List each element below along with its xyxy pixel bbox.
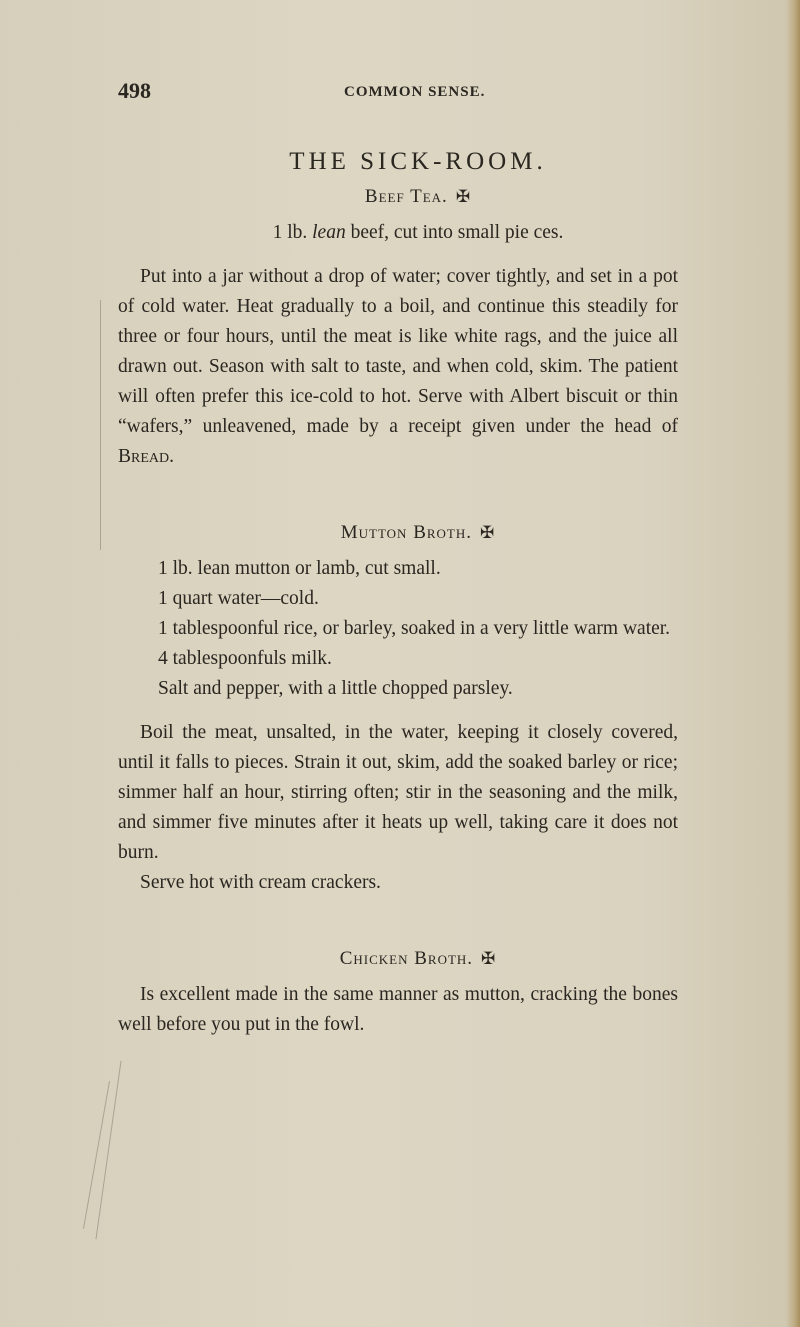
- chapter-title: THE SICK-ROOM.: [289, 148, 547, 175]
- ingredient-line: 4 tablespoonfuls milk.: [158, 648, 332, 669]
- ingredient-suffix: beef, cut into small pie ces.: [345, 222, 564, 243]
- running-head: [118, 68, 678, 108]
- ingredient-line: [158, 218, 678, 248]
- cross-icon: ✠: [480, 523, 496, 542]
- recipe-title-mutton-broth: [158, 522, 678, 544]
- running-title: COMMON SENSE.: [344, 84, 486, 100]
- ingredient-line: Salt and pepper, with a little chopped parsley.: [158, 678, 513, 699]
- ingredient-line: 1 lb. lean mutton or lamb, cut small.: [158, 558, 441, 579]
- page-edge-shadow: [786, 0, 800, 1327]
- paragraph-end: .: [169, 446, 174, 467]
- ingredient-prefix: 1 lb.: [272, 222, 313, 243]
- recipe-title-chicken-broth: [158, 948, 678, 970]
- recipe-title-text: Beef Tea.: [364, 186, 448, 207]
- ingredient-italic: lean: [312, 222, 346, 243]
- paragraph-text: Put into a jar without a drop of water; cover tightly, and set in a pot of cold water. Heat gradually to a boil, and continue this steadily for three or four hours, until the meat is like white rags, and the juice all drawn out. Season with salt to taste, and when cold, skim. The patient will often prefer this ice-cold to hot. Serve with Albert biscuit or thin “wafers,” unleavened, made by a receipt given under the head of: [118, 266, 678, 437]
- recipe-title-beef-tea: [158, 186, 678, 208]
- recipe-title-text: Mutton Broth.: [340, 522, 473, 543]
- cross-icon: ✠: [455, 187, 472, 206]
- page-content: [118, 68, 678, 1040]
- pencil-margin-mark: [100, 300, 101, 550]
- page-number: 498: [118, 78, 151, 103]
- cross-icon: ✠: [481, 949, 497, 968]
- recipe-paragraph: Is excellent made in the same manner as mutton, cracking the bones well before you put in the fowl.: [118, 984, 678, 1035]
- ingredient-line: 1 quart water—cold.: [158, 588, 319, 609]
- recipe-paragraph: Boil the meat, unsalted, in the water, keeping it closely covered, until it falls to pieces. Strain it out, skim, add the soaked barley or rice; simmer half an hour, stirring often; stir in the seasoning and the milk, and simmer five minutes after it heats up well, taking care it does not burn.: [118, 722, 678, 863]
- pencil-margin-mark: [83, 1081, 110, 1229]
- cross-reference: Bread: [118, 446, 170, 467]
- serving-note: Serve hot with cream crackers.: [140, 872, 381, 893]
- recipe-paragraph: [118, 262, 678, 472]
- ingredient-line: 1 tablespoonful rice, or barley, soaked in a very little warm water.: [158, 618, 671, 639]
- recipe-title-text: Chicken Broth.: [339, 948, 474, 969]
